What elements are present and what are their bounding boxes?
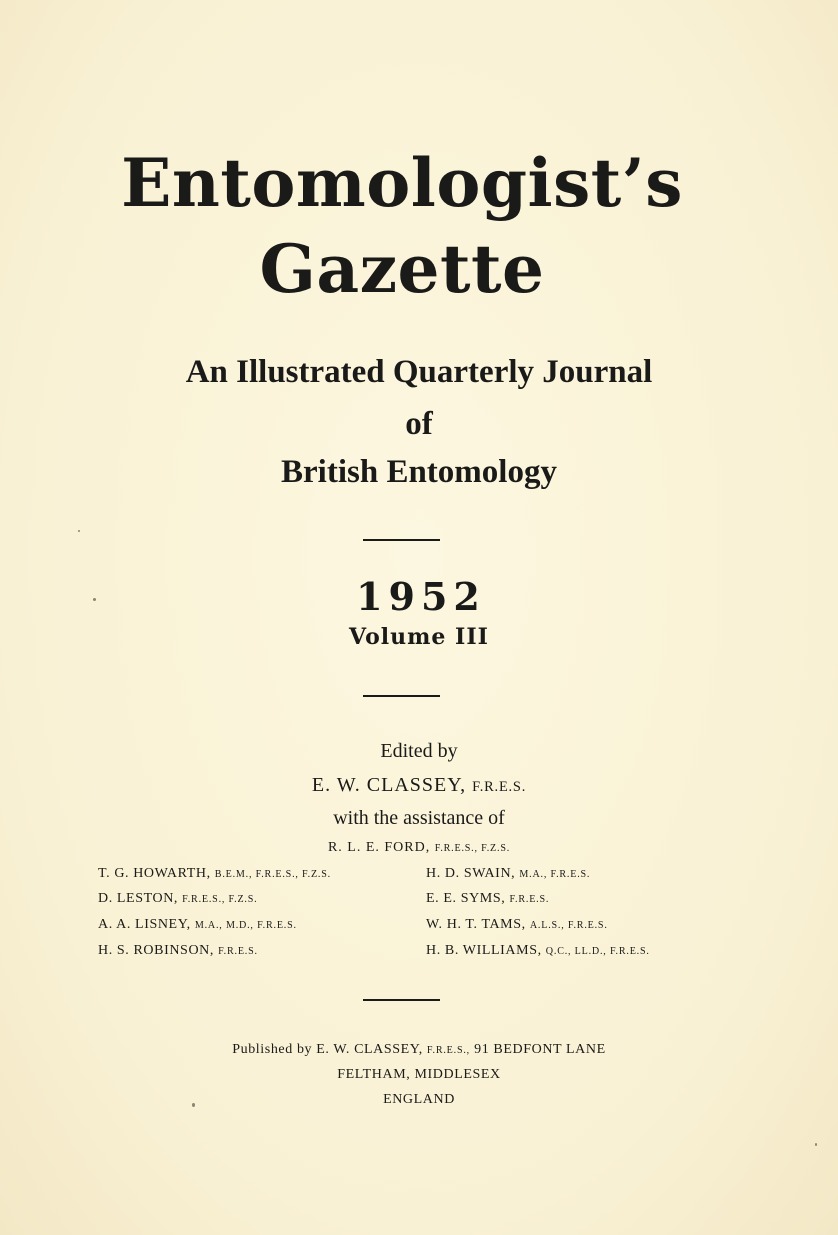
assistant-left-1 — [98, 867, 331, 881]
assistant-name: H. D. SWAIN, — [426, 866, 516, 881]
publisher-honours: F.R.E.S., — [426, 1045, 471, 1056]
divider-rule-3 — [363, 999, 440, 1001]
lead-assistant-credit — [0, 841, 838, 855]
assistant-honours: B.E.M., F.R.E.S., F.Z.S. — [214, 869, 331, 880]
paper-speck — [192, 1103, 195, 1107]
assistant-name: H. B. WILLIAMS, — [426, 943, 542, 958]
issue-volume: Volume III — [349, 624, 489, 650]
divider-rule-1 — [363, 539, 440, 541]
journal-title-line-2: Gazette — [259, 230, 545, 308]
assistant-right-2 — [426, 892, 549, 906]
assistant-right-1 — [426, 867, 590, 881]
subtitle-line-2: of — [405, 406, 433, 442]
assistant-name: W. H. T. TAMS, — [426, 917, 526, 932]
divider-rule-2 — [363, 695, 440, 697]
assistant-name: D. LESTON, — [98, 891, 179, 906]
assistant-honours: F.R.E.S., F.Z.S. — [182, 894, 258, 905]
editor-name: E. W. CLASSEY, — [311, 774, 467, 796]
subtitle-line-1: An Illustrated Quarterly Journal — [185, 354, 653, 390]
subtitle-line-3: British Entomology — [281, 454, 557, 490]
assistant-left-4 — [98, 944, 258, 958]
publisher-line-1 — [0, 1043, 838, 1057]
publisher-line-2: FELTHAM, MIDDLESEX — [337, 1067, 501, 1082]
paper-speck — [93, 598, 96, 601]
assistant-honours: F.R.E.S. — [509, 894, 550, 905]
paper-speck — [815, 1143, 817, 1146]
editor-credit — [0, 775, 838, 795]
editor-honours: F.R.E.S. — [472, 779, 527, 795]
assistance-label: with the assistance of — [333, 807, 505, 829]
paper-speck — [78, 530, 80, 532]
assistant-honours: A.L.S., F.R.E.S. — [529, 920, 608, 931]
assistant-left-3 — [98, 918, 297, 932]
assistant-honours: M.A., F.R.E.S. — [519, 869, 591, 880]
publisher-prefix: Published by E. W. CLASSEY, — [232, 1042, 423, 1057]
assistant-name: A. A. LISNEY, — [98, 917, 191, 932]
assistant-honours: Q.C., LL.D., F.R.E.S. — [545, 946, 650, 957]
assistant-name: E. E. SYMS, — [426, 891, 506, 906]
publisher-line-3: ENGLAND — [383, 1092, 455, 1107]
issue-year: 1952 — [356, 574, 486, 619]
assistant-left-2 — [98, 892, 257, 906]
assistant-right-4 — [426, 944, 650, 958]
edited-by-label: Edited by — [380, 740, 458, 762]
assistant-honours: M.A., M.D., F.R.E.S. — [194, 920, 297, 931]
assistant-honours: F.R.E.S. — [218, 946, 258, 957]
lead-assistant-honours: F.R.E.S., F.Z.S. — [434, 843, 511, 854]
journal-title-line-1: Entomologist’s — [121, 144, 683, 222]
assistant-right-3 — [426, 918, 608, 932]
assistant-name: H. S. ROBINSON, — [98, 943, 214, 958]
assistant-name: T. G. HOWARTH, — [98, 866, 211, 881]
publisher-address: 91 BEDFONT LANE — [474, 1042, 606, 1057]
lead-assistant-name: R. L. E. FORD, — [327, 840, 431, 855]
